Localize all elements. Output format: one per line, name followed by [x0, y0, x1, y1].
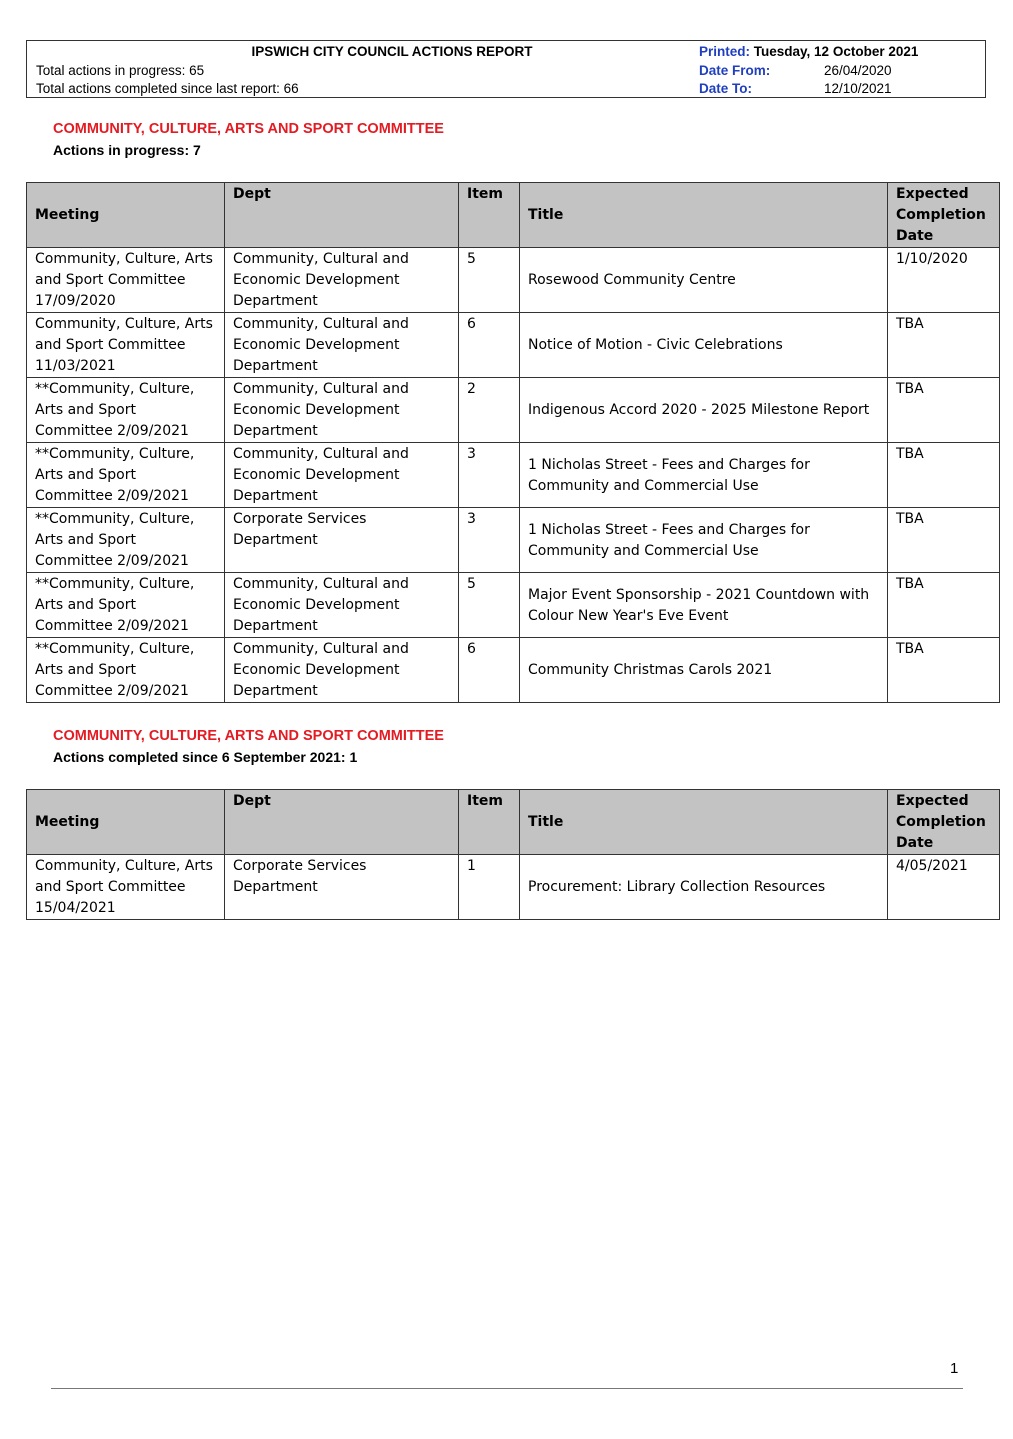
section-subtitle: Actions in progress: 7	[53, 142, 201, 158]
actions-in-progress-table	[26, 182, 1000, 703]
section-subtitle: Actions completed since 6 September 2021: 1	[53, 749, 358, 765]
section-committee-title: COMMUNITY, CULTURE, ARTS AND SPORT COMMITTEE	[53, 728, 444, 744]
col-meeting: Meeting	[27, 790, 225, 855]
table-row	[27, 855, 1000, 920]
cell-date: TBA	[888, 638, 1000, 703]
cell-item: 6	[459, 313, 520, 378]
table-row	[27, 248, 1000, 313]
col-item: Item	[459, 183, 520, 248]
col-item: Item	[459, 790, 520, 855]
cell-date: 1/10/2020	[888, 248, 1000, 313]
cell-date: TBA	[888, 508, 1000, 573]
table-header-row	[27, 790, 1000, 855]
printed-label: Printed:	[699, 44, 751, 59]
col-title: Title	[520, 183, 888, 248]
cell-dept: Community, Cultural and Economic Development Department	[225, 443, 459, 508]
table-row	[27, 313, 1000, 378]
table-row	[27, 508, 1000, 573]
cell-title: 1 Nicholas Street - Fees and Charges for Community and Commercial Use	[520, 443, 888, 508]
cell-title: Major Event Sponsorship - 2021 Countdown with Colour New Year's Eve Event	[520, 573, 888, 638]
cell-item: 3	[459, 508, 520, 573]
cell-meeting: Community, Culture, Arts and Sport Committee 17/09/2020	[27, 248, 225, 313]
date-to-value: 12/10/2021	[824, 81, 892, 96]
printed-info	[699, 42, 918, 61]
cell-item: 5	[459, 248, 520, 313]
cell-item: 1	[459, 855, 520, 920]
date-from-value: 26/04/2020	[824, 63, 892, 78]
cell-item: 3	[459, 443, 520, 508]
cell-meeting: **Community, Culture, Arts and Sport Committee 2/09/2021	[27, 508, 225, 573]
printed-value: Tuesday, 12 October 2021	[753, 44, 919, 59]
cell-meeting: **Community, Culture, Arts and Sport Committee 2/09/2021	[27, 378, 225, 443]
cell-item: 6	[459, 638, 520, 703]
cell-title: Procurement: Library Collection Resources	[520, 855, 888, 920]
col-expected-date: Expected Completion Date	[888, 183, 1000, 248]
cell-title: 1 Nicholas Street - Fees and Charges for Community and Commercial Use	[520, 508, 888, 573]
cell-date: TBA	[888, 313, 1000, 378]
cell-dept: Community, Cultural and Economic Development Department	[225, 573, 459, 638]
total-completed: Total actions completed since last report: 66	[36, 81, 299, 96]
cell-dept: Community, Cultural and Economic Development Department	[225, 378, 459, 443]
cell-dept: Corporate Services Department	[225, 855, 459, 920]
cell-meeting: **Community, Culture, Arts and Sport Committee 2/09/2021	[27, 443, 225, 508]
page-number: 1	[950, 1360, 959, 1377]
section-committee-title: COMMUNITY, CULTURE, ARTS AND SPORT COMMITTEE	[53, 121, 444, 137]
cell-meeting: **Community, Culture, Arts and Sport Committee 2/09/2021	[27, 638, 225, 703]
table-row	[27, 573, 1000, 638]
cell-meeting: Community, Culture, Arts and Sport Committee 11/03/2021	[27, 313, 225, 378]
cell-title: Rosewood Community Centre	[520, 248, 888, 313]
date-to-label: Date To:	[699, 81, 752, 96]
cell-meeting: Community, Culture, Arts and Sport Committee 15/04/2021	[27, 855, 225, 920]
table-header-row	[27, 183, 1000, 248]
footer-divider	[51, 1388, 963, 1389]
cell-title: Indigenous Accord 2020 - 2025 Milestone Report	[520, 378, 888, 443]
table-row	[27, 638, 1000, 703]
cell-meeting: **Community, Culture, Arts and Sport Committee 2/09/2021	[27, 573, 225, 638]
table-row	[27, 443, 1000, 508]
col-title: Title	[520, 790, 888, 855]
cell-title: Notice of Motion - Civic Celebrations	[520, 313, 888, 378]
total-in-progress: Total actions in progress: 65	[36, 63, 205, 78]
cell-date: 4/05/2021	[888, 855, 1000, 920]
cell-title: Community Christmas Carols 2021	[520, 638, 888, 703]
report-header	[26, 40, 986, 98]
cell-dept: Corporate Services Department	[225, 508, 459, 573]
col-expected-date: Expected Completion Date	[888, 790, 1000, 855]
cell-date: TBA	[888, 378, 1000, 443]
col-dept: Dept	[225, 790, 459, 855]
col-dept: Dept	[225, 183, 459, 248]
date-from-label: Date From:	[699, 63, 771, 78]
cell-date: TBA	[888, 443, 1000, 508]
table-row	[27, 378, 1000, 443]
cell-date: TBA	[888, 573, 1000, 638]
cell-item: 5	[459, 573, 520, 638]
report-title: IPSWICH CITY COUNCIL ACTIONS REPORT	[251, 44, 533, 59]
actions-completed-table	[26, 789, 1000, 920]
cell-dept: Community, Cultural and Economic Development Department	[225, 313, 459, 378]
cell-dept: Community, Cultural and Economic Development Department	[225, 248, 459, 313]
col-meeting: Meeting	[27, 183, 225, 248]
cell-item: 2	[459, 378, 520, 443]
cell-dept: Community, Cultural and Economic Development Department	[225, 638, 459, 703]
